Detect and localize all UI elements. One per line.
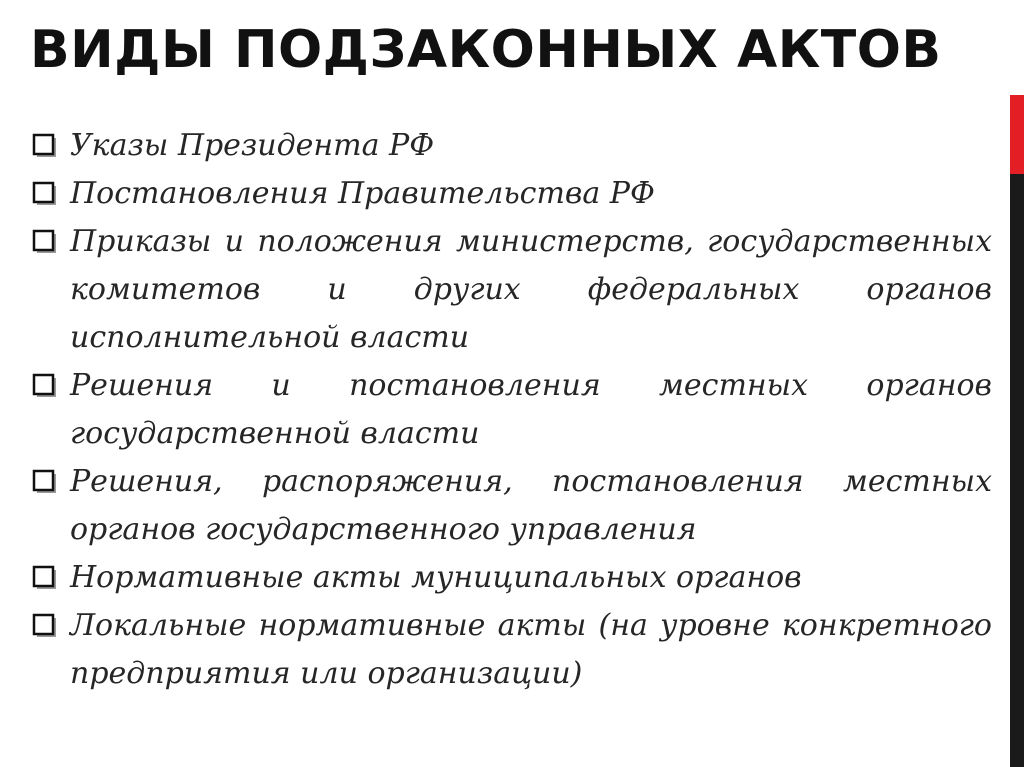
accent-bar-red: [1010, 95, 1024, 174]
checkbox-square-icon: [32, 229, 58, 255]
list-item: [32, 602, 992, 698]
checkbox-square-icon: [32, 565, 58, 591]
checkbox-square-icon: [32, 469, 58, 495]
checkbox-square-icon: [32, 133, 58, 159]
accent-bar: [1010, 95, 1024, 767]
list-item: [32, 554, 992, 602]
list-item-text: Постановления Правительства РФ: [70, 176, 655, 211]
list-item-text: Локальные нормативные акты (на уровне конкретного предприятия или организации): [70, 608, 992, 691]
checkbox-square-icon: [32, 613, 58, 639]
list-item: [32, 458, 992, 554]
list-item-text: Решения, распоряжения, постановления местных органов государственного управления: [70, 464, 992, 547]
list-item-text: Указы Президента РФ: [70, 128, 435, 163]
list-item: [32, 170, 992, 218]
list-item: [32, 362, 992, 458]
accent-bar-dark: [1010, 174, 1024, 767]
list-item: [32, 122, 992, 170]
list-item-text: Нормативные акты муниципальных органов: [70, 560, 802, 595]
list-item-text: Приказы и положения министерств, государственных комитетов и других федеральных органов исполнительной власти: [70, 224, 992, 355]
checkbox-square-icon: [32, 373, 58, 399]
list-item: [32, 218, 992, 362]
list-item-text: Решения и постановления местных органов государственной власти: [70, 368, 992, 451]
bullet-list: [32, 122, 992, 698]
checkbox-square-icon: [32, 181, 58, 207]
slide-title: ВИДЫ ПОДЗАКОННЫХ АКТОВ: [30, 20, 942, 80]
